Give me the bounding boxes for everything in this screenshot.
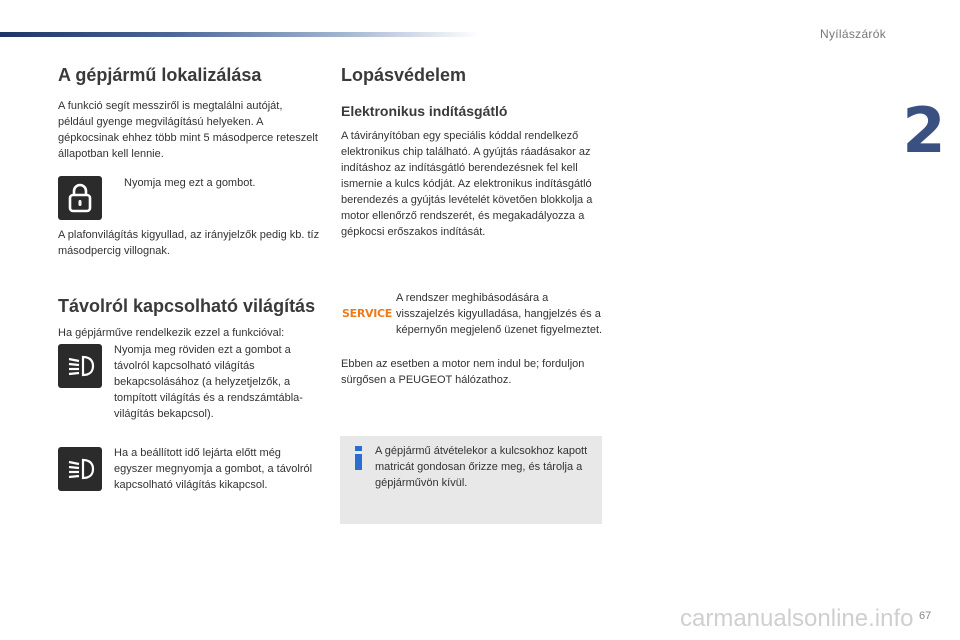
headlight-button-icon-box-2 — [58, 447, 102, 491]
watermark: carmanualsonline.info — [680, 605, 914, 632]
immobiliser-body: A távirányítóban egy speciális kóddal rendelkező elektronikus chip található. A gyújtás ráadásakor az indításhoz az indításgátló berendezésnek fel kell ismernie a kulcs kódját. Az elektronikus indításgátló berendezés a gyújtás levételét követően blokkolja a motor ellenőrző rendszerét, és megakadályozza a gépkocsi erőszakos indítását. — [341, 130, 593, 238]
chapter-number: 2 — [902, 94, 946, 167]
remote-lighting-title: Távolról kapcsolható világítás — [58, 296, 316, 316]
locate-step-text: Nyomja meg ezt a gombot. — [124, 177, 256, 189]
locate-section — [58, 64, 320, 162]
locate-step — [118, 175, 318, 191]
headlight-icon — [65, 456, 95, 482]
fault-text: A rendszer meghibásodására a visszajelzés kigyulladása, hangjelzés és a képernyőn megjelenő üzenet figyelmeztet. — [396, 292, 603, 336]
remote-lighting-intro: Ha gépjárműve rendelkezik ezzel a funkcióval: — [58, 327, 285, 339]
info-icon — [354, 446, 363, 470]
service-warning-icon: SERVICE — [342, 307, 392, 320]
remote-lighting-step-on: Nyomja meg röviden ezt a gombot a távolról kapcsolható világítás bekapcsolásához (a helyzetjelzők, a tompított világítás és a rendszámtábla-világítás bekapcsol). — [114, 344, 303, 420]
section-label: Nyílászárók — [820, 27, 886, 41]
headlight-button-icon-box-1 — [58, 344, 102, 388]
remote-lighting-step-off: Ha a beállított idő lejárta előtt még egyszer megnyomja a gombot, a távolról kapcsolható világítás kikapcsol. — [114, 447, 313, 491]
locate-title: A gépjármű lokalizálása — [58, 65, 262, 85]
locate-result: A plafonvilágítás kigyullad, az irányjelzők pedig kb. tíz másodpercig villognak. — [58, 229, 320, 257]
anti-theft-section — [341, 64, 603, 240]
lock-button-icon-box — [58, 176, 102, 220]
info-box — [340, 436, 602, 524]
headlight-icon — [65, 353, 95, 379]
info-box-text: A gépjármű átvételekor a kulcsokhoz kapott matricát gondosan őrizze meg, és tárolja a gépjárművön kívül. — [375, 445, 588, 489]
anti-theft-title: Lopásvédelem — [341, 65, 467, 85]
immobiliser-subtitle: Elektronikus indításgátló — [341, 103, 508, 119]
fault-action: Ebben az esetben a motor nem indul be; forduljon sürgősen a PEUGEOT hálózathoz. — [341, 358, 585, 386]
header-gradient-bar — [0, 32, 480, 37]
lock-icon — [67, 182, 93, 214]
locate-intro: A funkció segít messziről is megtalálni autóját, például gyenge megvilágítású helyeken. A gépkocsinak ehhez több mint 5 másodperce reteszelt állapotban kell lennie. — [58, 100, 318, 160]
page-number: 67 — [919, 610, 932, 622]
remote-lighting-section — [58, 295, 320, 341]
